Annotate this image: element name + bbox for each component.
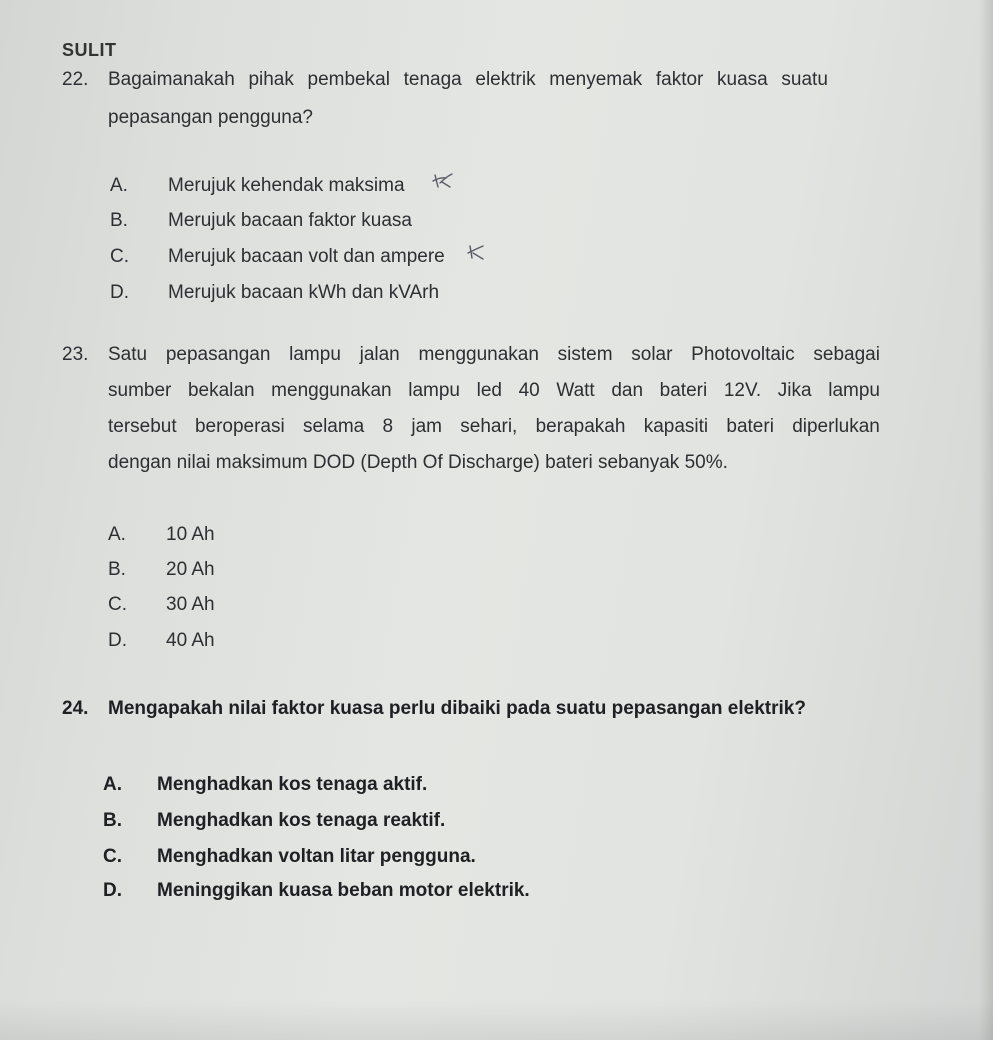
word: 8: [382, 416, 394, 437]
option-b: [108, 559, 215, 581]
option-d: [108, 630, 215, 652]
handwritten-cross-icon: [466, 243, 488, 261]
option-letter: A.: [108, 524, 126, 545]
option-b: [103, 810, 445, 832]
word: bateri: [726, 416, 774, 437]
word: Satu: [108, 344, 148, 365]
option-letter: A.: [110, 175, 128, 196]
question-text-line: [108, 344, 880, 366]
question-text-line: [108, 380, 880, 402]
word: 40: [518, 380, 540, 401]
option-c: [103, 846, 476, 868]
option-a: [110, 175, 405, 197]
option-text: Merujuk bacaan faktor kuasa: [168, 210, 412, 231]
word: kuasa: [717, 69, 768, 90]
word: faktor: [655, 69, 704, 90]
question-text-line: Mengapakah nilai faktor kuasa perlu dibaiki pada suatu pepasangan elektrik?: [108, 698, 806, 719]
option-text: Meninggikan kuasa beban motor elektrik.: [157, 880, 530, 901]
word: elektrik: [475, 69, 536, 90]
option-text: Menghadkan kos tenaga aktif.: [157, 774, 428, 795]
question-number: 23.: [62, 344, 89, 365]
option-letter: D.: [108, 630, 127, 651]
word: lampu: [408, 380, 460, 401]
word: pihak: [248, 69, 294, 90]
word: Watt: [556, 380, 595, 401]
word: pembekal: [307, 69, 390, 90]
word: sebagai: [813, 344, 880, 365]
word: beroperasi: [194, 416, 285, 437]
word: kapasiti: [643, 416, 709, 437]
word: solar: [631, 344, 673, 365]
option-letter: B.: [103, 810, 122, 831]
page-bottom-shadow: [0, 1000, 993, 1040]
handwritten-cross-icon: [432, 172, 454, 190]
word: sumber: [108, 380, 172, 401]
word: berapakah: [535, 416, 626, 437]
word: jalan: [359, 344, 400, 365]
word: bateri: [659, 380, 708, 401]
word: menggunakan: [271, 380, 392, 401]
word: sistem: [557, 344, 613, 365]
word: pepasangan: [165, 344, 271, 365]
question-text-line: [108, 69, 828, 91]
word: Photovoltaic: [691, 344, 795, 365]
option-text: Menghadkan kos tenaga reaktif.: [157, 810, 446, 831]
page-header: SULIT: [62, 40, 117, 60]
option-letter: D.: [110, 282, 129, 303]
option-d: [103, 880, 530, 902]
word: diperlukan: [792, 416, 880, 437]
option-text: 20 Ah: [166, 559, 215, 580]
option-c: [108, 594, 215, 616]
word: tersebut: [108, 416, 177, 437]
page-edge-shadow: [979, 0, 993, 1040]
question-number: 24.: [62, 698, 89, 719]
option-text: 40 Ah: [166, 630, 215, 651]
word: lampu: [828, 380, 880, 401]
option-letter: A.: [103, 774, 122, 795]
question-text-line: [108, 416, 880, 438]
word: menyemak: [549, 69, 643, 90]
question-text-line: pepasangan pengguna?: [108, 107, 313, 128]
question-text-line: dengan nilai maksimum DOD (Depth Of Discharge) bateri sebanyak 50%.: [108, 452, 728, 473]
word: tenaga: [403, 69, 462, 90]
word: sehari,: [460, 416, 518, 437]
word: 12V.: [723, 380, 762, 401]
word: menggunakan: [418, 344, 539, 365]
word: selama: [303, 416, 365, 437]
word: led: [476, 380, 502, 401]
option-a: [103, 774, 427, 796]
option-text: Merujuk kehendak maksima: [168, 175, 405, 196]
word: Bagaimanakah: [108, 69, 235, 90]
option-text: 10 Ah: [166, 524, 215, 545]
option-text: Merujuk bacaan volt dan ampere: [168, 246, 445, 267]
option-b: [110, 210, 412, 232]
word: jam: [411, 416, 443, 437]
option-text: 30 Ah: [166, 594, 215, 615]
option-text: Merujuk bacaan kWh dan kVArh: [168, 282, 440, 303]
option-letter: C.: [108, 594, 127, 615]
option-c: [110, 246, 445, 268]
word: dan: [611, 380, 644, 401]
option-letter: B.: [108, 559, 126, 580]
word: suatu: [781, 69, 828, 90]
question-number: 22.: [62, 69, 89, 90]
option-letter: C.: [103, 846, 122, 867]
option-letter: D.: [103, 880, 122, 901]
word: bekalan: [187, 380, 255, 401]
option-text: Menghadkan voltan litar pengguna.: [157, 846, 476, 867]
option-a: [108, 524, 215, 546]
option-letter: B.: [110, 210, 128, 231]
option-letter: C.: [110, 246, 129, 267]
option-d: [110, 282, 439, 304]
word: lampu: [289, 344, 341, 365]
word: Jika: [777, 380, 812, 401]
